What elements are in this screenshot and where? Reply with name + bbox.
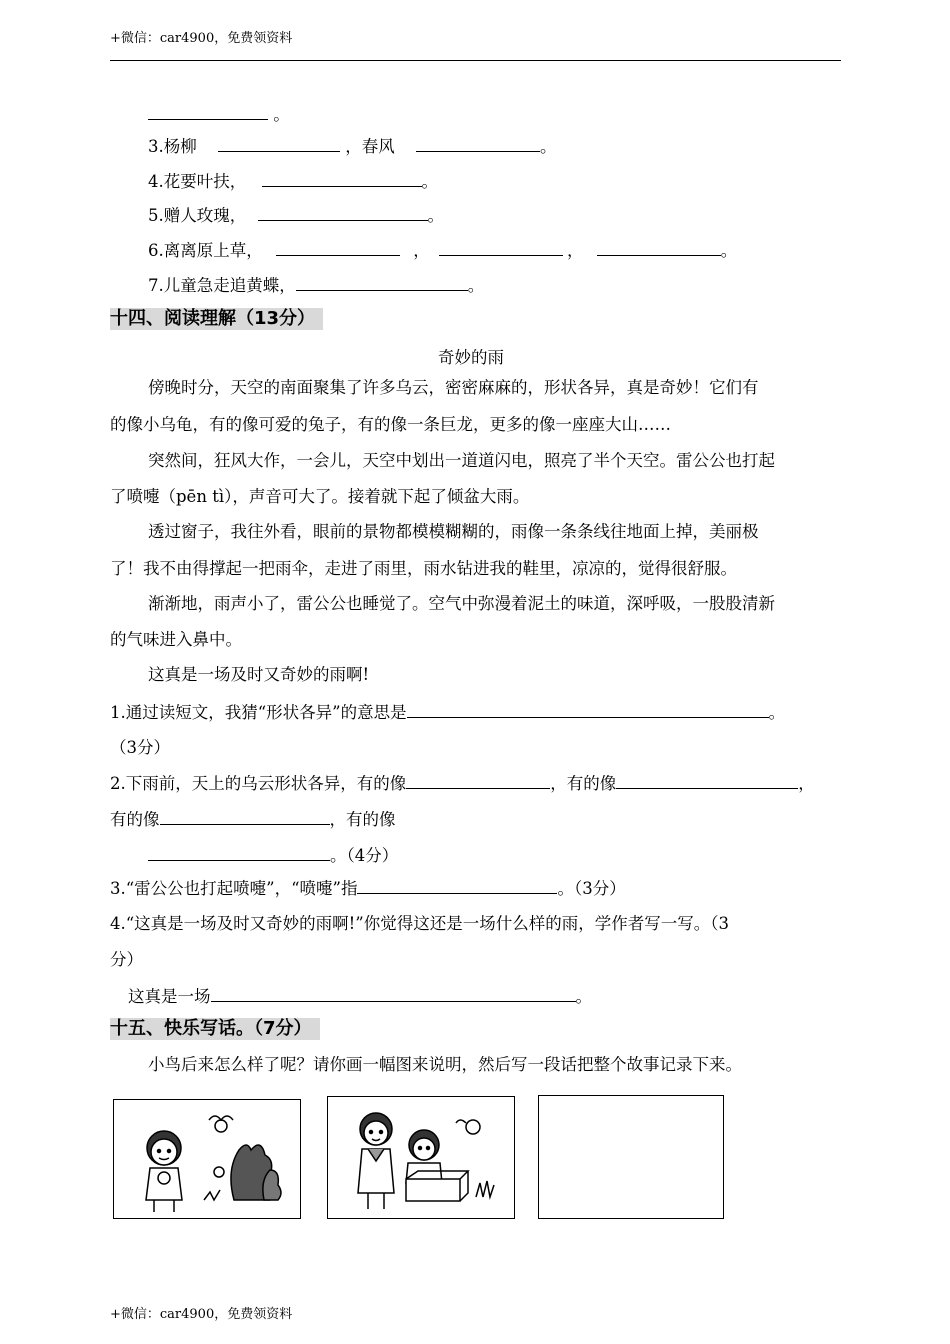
question-2-line-2: 有的像 ，有的像 [110,810,396,829]
answer-blank[interactable] [148,845,330,861]
para-2-line-1: 突然间，狂风大作，一会儿，天空中划出一道道闪电，照亮了半个天空。雷公公也打起 [148,451,775,470]
page-footer: +微信：car4900，免费领资料 [110,1307,293,1322]
answer-blank[interactable] [218,136,340,152]
poem-line-4: 4.花要叶扶， 。 [148,172,438,191]
question-2: 2.下雨前，天上的乌云形状各异，有的像 ，有的像 ， [110,774,815,793]
question-4-line-2: 分） [110,950,143,969]
answer-blank[interactable] [439,240,563,256]
fill-line-top [148,104,290,125]
para-2-line-2: 了喷嚏（pēn tì），声音可大了。接着就下起了倾盆大雨。 [110,487,530,506]
question-4: 4.“这真是一场及时又奇妙的雨啊!”你觉得这还是一场什么样的雨，学作者写一写。（3 [110,914,729,933]
boy-holding-bird-illustration [114,1100,300,1218]
para-1-line-2: 的像小乌龟，有的像可爱的兔子，有的像一条巨龙，更多的像一座座大山…… [110,415,671,434]
answer-blank[interactable] [211,986,576,1002]
answer-blank[interactable] [262,171,422,187]
poem-line-3: 3.杨柳 ，春风 。 [148,137,557,156]
poem-line-6: 6.离离原上草， ， ， 。 [148,241,738,260]
para-3-line-2: 了！我不由得撑起一把雨伞，走进了雨里，雨水钻进我的鞋里，凉凉的，觉得很舒服。 [110,559,737,578]
para-3-line-1: 透过窗子，我往外看，眼前的景物都模模糊糊的，雨像一条条线往地面上掉，美丽极 [148,522,759,541]
para-4-line-2: 的气味进入鼻中。 [110,630,242,649]
section-15-heading: 十五、快乐写话。（7分） [110,1018,320,1040]
answer-blank[interactable] [276,240,400,256]
punct: 。 [273,105,290,124]
answer-blank[interactable] [160,809,330,825]
answer-blank[interactable] [357,878,557,894]
answer-blank[interactable] [258,205,428,221]
question-3: 3.“雷公公也打起喷嚏”，“喷嚏”指 。（3分） [110,879,626,898]
passage-title: 奇妙的雨 [438,348,504,367]
question-1: 1.通过读短文，我猜“形状各异”的意思是 。 [110,703,786,722]
answer-blank[interactable] [148,104,268,120]
writing-prompt: 小鸟后来怎么样了呢？请你画一幅图来说明，然后写一段话把整个故事记录下来。 [148,1055,742,1074]
answer-blank[interactable] [406,773,550,789]
para-1-line-1: 傍晚时分，天空的南面聚集了许多乌云，密密麻麻的，形状各异，真是奇妙！它们有 [148,378,759,397]
header-rule [110,60,841,61]
drawing-box-empty[interactable] [538,1095,724,1219]
para-5-line-1: 这真是一场及时又奇妙的雨啊! [148,665,370,684]
question-4-answer: 这真是一场 。 [128,987,592,1006]
answer-blank[interactable] [616,773,798,789]
answer-blank[interactable] [597,240,721,256]
answer-blank[interactable] [296,275,468,291]
poem-line-5: 5.赠人玫瑰， 。 [148,206,444,225]
comic-panel-2 [327,1096,515,1219]
answer-blank[interactable] [407,702,769,718]
question-1-score: （3分） [110,738,170,757]
para-4-line-1: 渐渐地，雨声小了，雷公公也睡觉了。空气中弥漫着泥土的味道，深呼吸，一股股清新 [148,594,775,613]
section-14-heading: 十四、阅读理解（13分） [110,308,323,330]
question-2-line-3: 。（4分） [148,845,398,866]
poem-line-7: 7.儿童急走追黄蝶， 。 [148,276,485,295]
comic-panel-1 [113,1099,301,1219]
page-header: +微信：car4900，免费领资料 [110,31,293,46]
answer-blank[interactable] [416,136,540,152]
two-boys-with-box-illustration [328,1097,514,1218]
